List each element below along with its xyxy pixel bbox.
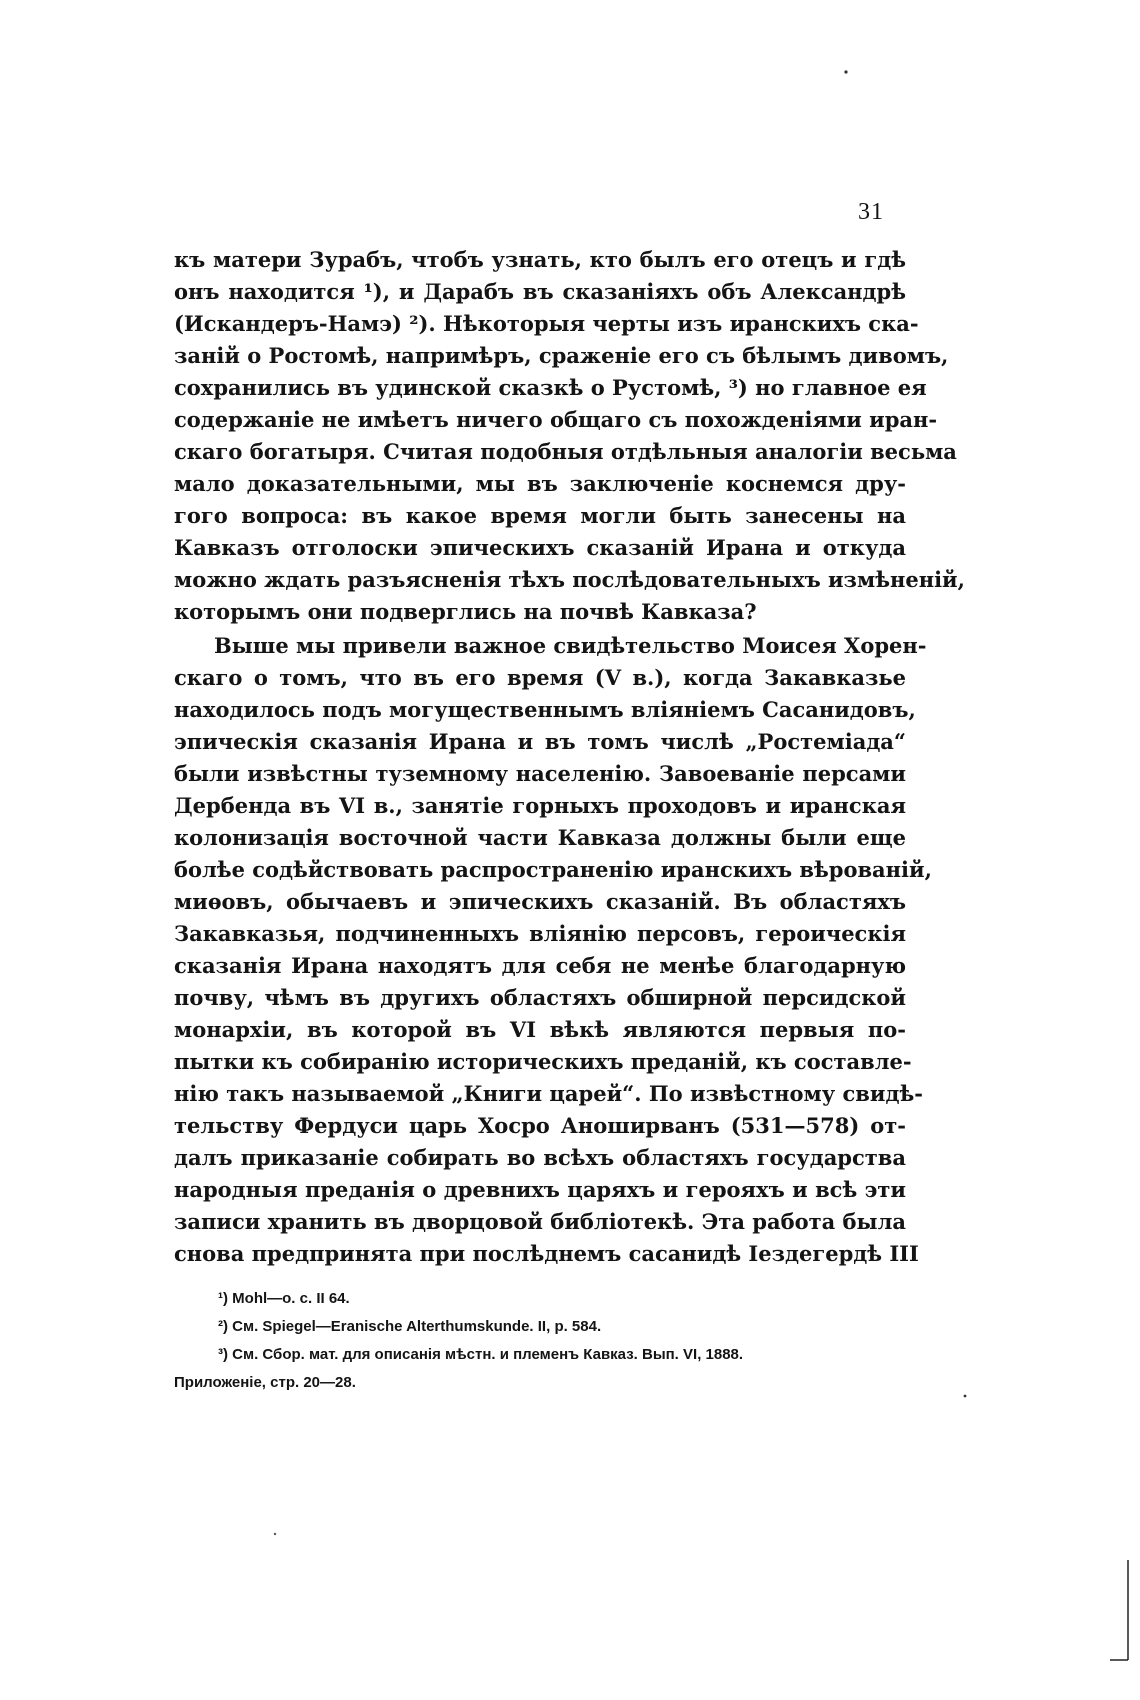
text-line: пытки къ собиранію историческихъ преданій, къ составле-	[174, 1049, 912, 1074]
text-line: народныя преданія о древнихъ царяхъ и герояхъ и всѣ эти	[174, 1177, 906, 1202]
text-line: монархіи, въ которой въ VI вѣкѣ являются первыя по-	[174, 1017, 906, 1042]
text-line: тельству Фердуси царь Хосро Аноширванъ (531—578) от-	[174, 1113, 906, 1138]
text-line: Кавказъ отголоски эпическихъ сказаній Ирана и откуда	[174, 535, 906, 560]
scan-speck	[844, 70, 847, 73]
text-line: миѳовъ, обычаевъ и эпическихъ сказаній. Въ областяхъ	[174, 889, 906, 914]
text-line: которымъ они подверглись на почвѣ Кавказа?	[174, 599, 757, 624]
text-line: записи хранить въ дворцовой библіотекѣ. Эта работа была	[174, 1209, 906, 1234]
text-line: снова предпринята при послѣднемъ сасанидѣ Іездегердѣ III	[174, 1241, 919, 1266]
text-line: болѣе содѣйствовать распространенію иранскихъ вѣрованій,	[174, 857, 932, 882]
text-line: къ матери Зурабъ, чтобъ узнать, кто былъ его отецъ и гдѣ	[174, 247, 906, 272]
text-line: сказанія Ирана находятъ для себя не менѣе благодарную	[174, 953, 906, 978]
text-line: гого вопроса: въ какое время могли быть занесены на	[174, 503, 906, 528]
text-line: эпическія сказанія Ирана и въ томъ числѣ „Ростеміада“	[174, 729, 906, 754]
text-line: мало доказательными, мы въ заключеніе коснемся дру-	[174, 471, 906, 496]
paragraph-first-line: Выше мы привели важное свидѣтельство Моисея Хорен-	[214, 633, 927, 658]
text-line: заній о Ростомѣ, напримѣръ, сраженіе его съ бѣлымъ дивомъ,	[174, 343, 949, 368]
scan-speck	[274, 1533, 276, 1535]
footnote-continuation: Приложеніе, стр. 20—28.	[174, 1374, 356, 1391]
footnote: ¹) Mohl—o. c. II 64.	[218, 1290, 350, 1307]
text-line: онъ находится ¹), и Дарабъ въ сказаніяхъ объ Александрѣ	[174, 279, 906, 304]
text-line: почву, чѣмъ въ другихъ областяхъ обширной персидской	[174, 985, 906, 1010]
footnote: ²) См. Spiegel—Eranische Alterthumskunde. II, p. 584.	[218, 1318, 602, 1335]
text-line: сохранились въ удинской сказкѣ о Рустомѣ, ³) но главное ея	[174, 375, 927, 400]
text-line: можно ждать разъясненія тѣхъ послѣдовательныхъ измѣненій,	[174, 567, 965, 592]
text-line: колонизація восточной части Кавказа должны были еще	[174, 825, 906, 850]
text-line: скаго о томъ, что въ его время (V в.), когда Закавказье	[174, 665, 906, 690]
text-line: находилось подъ могущественнымъ вліяніемъ Сасанидовъ,	[174, 697, 916, 722]
text-line: нію такъ называемой „Книги царей“. По извѣстному свидѣ-	[174, 1081, 923, 1106]
text-line: Дербенда въ VI в., занятіе горныхъ проходовъ и иранская	[174, 793, 906, 818]
text-line: (Искандеръ-Намэ) ²). Нѣкоторыя черты изъ иранскихъ ска-	[174, 311, 919, 336]
page-number: 31	[858, 199, 884, 225]
text-line: Закавказья, подчиненныхъ вліянію персовъ, героическія	[174, 921, 906, 946]
footnote: ³) См. Сбор. мат. для описанія мѣстн. и племенъ Кавказ. Вып. VI, 1888.	[218, 1346, 744, 1363]
text-line: скаго богатыря. Считая подобныя отдѣльныя аналогіи весьма	[174, 439, 957, 464]
text-line: содержаніе не имѣетъ ничего общаго съ похожденіями иран-	[174, 407, 938, 432]
text-line: были извѣстны туземному населенію. Завоеваніе персами	[174, 761, 906, 786]
scan-speck	[964, 1395, 967, 1398]
text-line: далъ приказаніе собирать во всѣхъ областяхъ государства	[174, 1145, 906, 1170]
